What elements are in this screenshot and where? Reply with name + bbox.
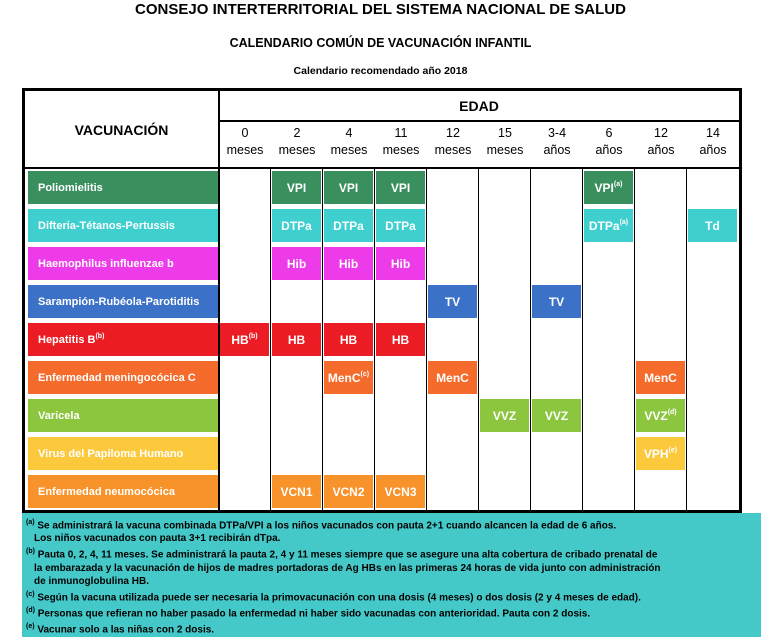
footnote-marker: (c) bbox=[360, 371, 370, 378]
vaccine-label-text: Poliomielitis bbox=[38, 181, 103, 194]
dose-cell bbox=[636, 361, 685, 394]
dose-cell bbox=[636, 437, 685, 470]
dose-label: TV bbox=[548, 294, 565, 309]
dose-cell bbox=[324, 171, 373, 204]
age-column-1 bbox=[271, 125, 323, 165]
header-bottom-border bbox=[25, 167, 739, 169]
age-unit: meses bbox=[278, 143, 316, 157]
footnote-marker: (a) bbox=[613, 181, 623, 188]
vaccine-label bbox=[28, 399, 218, 432]
dose-cell bbox=[636, 399, 685, 432]
footnote-marker: (b) bbox=[26, 548, 35, 556]
dose-label: VCN3 bbox=[384, 484, 417, 499]
dose-cell bbox=[584, 171, 633, 204]
age-column-3 bbox=[375, 125, 427, 165]
age-column-0 bbox=[219, 125, 271, 165]
dose-cell bbox=[428, 285, 477, 318]
age-column-8 bbox=[635, 125, 687, 165]
footnote-text: de inmunoglobulina HB. bbox=[34, 575, 149, 587]
age-column-5 bbox=[479, 125, 531, 165]
footnote-marker: (a) bbox=[619, 219, 629, 226]
age-header-divider bbox=[219, 120, 739, 122]
vaccine-label bbox=[28, 437, 218, 470]
page-subtitle: CALENDARIO COMÚN DE VACUNACIÓN INFANTIL bbox=[229, 36, 532, 50]
age-value: 14 bbox=[706, 126, 720, 140]
dose-label: VVZ bbox=[644, 408, 668, 423]
age-column-7 bbox=[583, 125, 635, 165]
dose-label: MenC bbox=[327, 370, 361, 385]
footnote-line bbox=[26, 604, 761, 620]
vaccine-label bbox=[28, 323, 218, 356]
dose-cell bbox=[272, 209, 321, 242]
dose-label: HB bbox=[391, 332, 410, 347]
vaccine-label bbox=[28, 171, 218, 204]
vaccine-label bbox=[28, 361, 218, 394]
age-value: 3-4 bbox=[547, 126, 567, 140]
column-divider bbox=[322, 169, 323, 510]
footnote-text: Vacunar solo a las niñas con 2 dosis. bbox=[37, 624, 215, 636]
footnote-line bbox=[26, 588, 761, 604]
dose-label: DTPa bbox=[281, 218, 312, 233]
vaccine-label-text: Sarampión-Rubéola-Parotiditis bbox=[38, 295, 200, 308]
dose-cell bbox=[584, 209, 633, 242]
age-value: 12 bbox=[654, 126, 668, 140]
dose-label: VPH bbox=[643, 446, 669, 461]
dose-cell bbox=[688, 209, 737, 242]
vaccine-label-text: Enfermedad meningocócica C bbox=[38, 371, 196, 384]
vaccine-label bbox=[28, 285, 218, 318]
vaccination-header: VACUNACIÓN bbox=[74, 122, 169, 138]
dose-cell bbox=[480, 399, 529, 432]
vaccine-label-text: Virus del Papiloma Humano bbox=[38, 447, 184, 460]
age-unit: meses bbox=[226, 143, 264, 157]
dose-cell bbox=[532, 285, 581, 318]
dose-label: VVZ bbox=[492, 408, 517, 423]
dose-label: DTPa bbox=[333, 218, 364, 233]
footnote-line bbox=[26, 620, 761, 636]
dose-cell bbox=[324, 475, 373, 508]
age-value: 11 bbox=[394, 126, 408, 140]
vaccine-label-text: Haemophilus influenzae b bbox=[38, 257, 174, 270]
dose-label: HB bbox=[339, 332, 358, 347]
dose-label: HB bbox=[231, 332, 249, 347]
column-divider bbox=[686, 169, 687, 510]
page-title: CONSEJO INTERTERRITORIAL DEL SISTEMA NACIONAL DE SALUD bbox=[135, 1, 626, 18]
age-value: 0 bbox=[241, 126, 249, 140]
dose-label: Td bbox=[705, 218, 720, 233]
dose-label: TV bbox=[444, 294, 461, 309]
age-unit: meses bbox=[434, 143, 472, 157]
footnote-marker: (b) bbox=[248, 333, 258, 340]
dose-cell bbox=[324, 209, 373, 242]
footnote-text: la embarazada y la vacunación de hijos de madres portadoras de Ag HBs en las primeras 24 horas de vida junto con administración bbox=[34, 562, 661, 574]
dose-cell bbox=[324, 361, 373, 394]
footnote-marker: (d) bbox=[667, 409, 677, 416]
column-divider bbox=[634, 169, 635, 510]
footnote-marker: (e) bbox=[668, 447, 678, 454]
column-divider bbox=[374, 169, 375, 510]
column-divider bbox=[270, 169, 271, 510]
age-unit: meses bbox=[330, 143, 368, 157]
age-unit: años bbox=[647, 143, 675, 157]
footnote-line bbox=[26, 545, 761, 561]
dose-label: DTPa bbox=[588, 218, 620, 233]
column-divider bbox=[582, 169, 583, 510]
footnote-marker: (a) bbox=[26, 519, 35, 526]
dose-cell bbox=[272, 475, 321, 508]
footnote-text: Pauta 0, 2, 4, 11 meses. Se administrará la pauta 2, 4 y 11 meses siempre que se asegure una alta cobertura de cribado prenatal de bbox=[37, 549, 658, 561]
footnote-line bbox=[26, 532, 761, 545]
dose-cell bbox=[220, 323, 269, 356]
footnote-marker: (d) bbox=[26, 606, 35, 614]
dose-cell bbox=[376, 323, 425, 356]
footnote-line bbox=[26, 575, 761, 588]
dose-cell bbox=[428, 361, 477, 394]
dose-label: VCN2 bbox=[332, 484, 365, 499]
age-value: 12 bbox=[446, 126, 460, 140]
column-divider bbox=[426, 169, 427, 510]
age-unit: meses bbox=[486, 143, 524, 157]
age-value: 6 bbox=[605, 126, 613, 140]
age-unit: años bbox=[595, 143, 623, 157]
vaccine-label bbox=[28, 247, 218, 280]
footnote-marker: (e) bbox=[26, 623, 35, 631]
footnote-text: Personas que refieran no haber pasado la enfermedad ni haber sido vacunadas con anterioridad. Pauta con 2 dosis. bbox=[37, 608, 591, 620]
dose-label: DTPa bbox=[385, 218, 416, 233]
year-caption: Calendario recomendado año 2018 bbox=[293, 65, 468, 77]
dose-label: VPI bbox=[286, 180, 307, 195]
dose-label: VPI bbox=[338, 180, 359, 195]
dose-label: VCN1 bbox=[280, 484, 313, 499]
footnote-text: Se administrará la vacuna combinada DTPa/VPI a los niños vacunados con pauta 2+1 cuando alcancen la edad de 6 años. bbox=[37, 520, 617, 532]
age-column-9 bbox=[687, 125, 739, 165]
vaccine-label-text: Enfermedad neumocócica bbox=[38, 485, 175, 498]
dose-label: VPI bbox=[390, 180, 411, 195]
dose-cell bbox=[324, 247, 373, 280]
dose-cell bbox=[272, 171, 321, 204]
dose-label: VPI bbox=[594, 180, 614, 195]
dose-cell bbox=[272, 323, 321, 356]
dose-cell bbox=[324, 323, 373, 356]
dose-cell bbox=[376, 171, 425, 204]
age-value: 15 bbox=[498, 126, 512, 140]
dose-label: Hib bbox=[286, 256, 307, 271]
dose-cell bbox=[272, 247, 321, 280]
age-column-6 bbox=[531, 125, 583, 165]
vaccine-label-text: Difteria-Tétanos-Pertussis bbox=[38, 219, 175, 232]
dose-label: MenC bbox=[436, 370, 469, 385]
vaccine-label bbox=[28, 475, 218, 508]
dose-label: VVZ bbox=[544, 408, 569, 423]
age-unit: años bbox=[699, 143, 727, 157]
vaccine-label-text: Varicela bbox=[38, 409, 80, 422]
footnotes bbox=[22, 513, 761, 637]
dose-cell bbox=[376, 247, 425, 280]
footnote-text: Los niños vacunados con pauta 3+1 recibirán dTpa. bbox=[34, 533, 281, 545]
footnote-line bbox=[26, 516, 761, 532]
vaccine-label bbox=[28, 209, 218, 242]
age-unit: años bbox=[543, 143, 571, 157]
footnote-marker: (c) bbox=[26, 590, 35, 598]
vaccine-label-text: Hepatitis B bbox=[38, 333, 96, 346]
column-divider bbox=[530, 169, 531, 510]
dose-cell bbox=[376, 475, 425, 508]
dose-cell bbox=[376, 209, 425, 242]
dose-label: HB bbox=[287, 332, 306, 347]
dose-label: Hib bbox=[390, 256, 411, 271]
dose-cell bbox=[532, 399, 581, 432]
footnote-marker: (b) bbox=[95, 333, 105, 340]
age-unit: meses bbox=[382, 143, 420, 157]
age-column-2 bbox=[323, 125, 375, 165]
vaccination-table bbox=[22, 88, 742, 513]
footnote-line bbox=[26, 562, 761, 575]
column-divider bbox=[478, 169, 479, 510]
age-value: 2 bbox=[293, 126, 301, 140]
age-value: 4 bbox=[345, 126, 353, 140]
age-column-4 bbox=[427, 125, 479, 165]
dose-label: Hib bbox=[338, 256, 359, 271]
dose-label: MenC bbox=[644, 370, 677, 385]
footnote-text: Según la vacuna utilizada puede ser necesaria la primovacunación con una dosis (4 meses) o dos dosis (2 y 4 meses de edad). bbox=[37, 591, 641, 603]
age-header: EDAD bbox=[459, 97, 499, 114]
